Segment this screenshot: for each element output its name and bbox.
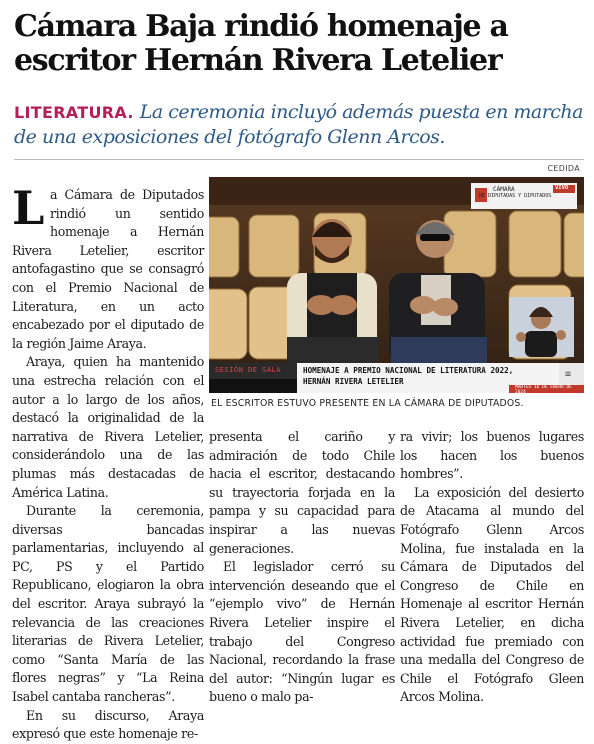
paragraph: La exposición del desierto de Atacama al mundo del Fotógrafo Glenn Arcos Molina, fue instalada en la Cámara de Diputados del Congreso de Chile en Homenaje al escritor Hernán Rivera Letelier, en dicha actividad fue premiado con una medalla del Congreso de Chile el Fotógrafo Gleen Arcos Molina. bbox=[400, 484, 584, 705]
tv-ticker: HOMENAJE A PREMIO NACIONAL DE LITERATURA 2022, HERNÁN RIVERA LETELIER bbox=[303, 366, 514, 386]
body-column-1 bbox=[12, 181, 204, 744]
body-column-3 bbox=[400, 428, 584, 707]
tv-date: MARTES 16 DE ENERO DE 2024 bbox=[515, 385, 572, 393]
tv-session-label: SESIÓN DE SALA bbox=[215, 366, 282, 374]
menu-icon: ≡ bbox=[565, 369, 572, 380]
lede bbox=[14, 100, 584, 150]
paragraph: ra vivir; los buenos lugares los hacen los buenos hombres”. bbox=[400, 429, 584, 482]
lede-text: La ceremonia incluyó además puesta en marcha de una exposiciones del fotógrafo Glenn Arcos. bbox=[14, 101, 583, 148]
divider bbox=[14, 159, 584, 160]
paragraph: El legislador cerró su intervención deseando que el “ejemplo vivo” de Hernán Rivera Letelier inspire el trabajo del Congreso Nacional, recordando la frase del autor: “Ningún lugar es bueno o malo pa- bbox=[209, 559, 395, 705]
paragraph: Durante la ceremonia, diversas bancadas parlamentarias, incluyendo al PC, PS y el Partido Republicano, elogiaron la obra del escritor. Araya subrayó la relevancia de las creaciones literarias de Rivera Letelier, como “Santa María de las flores negras” y “La Reina Isabel cantaba rancheras”. bbox=[12, 503, 204, 705]
interpreter-inset bbox=[509, 297, 574, 357]
paragraph: La Cámara de Diputados rindió un sentido homenaje a Hernán Rivera Letelier, escritor antofagastino que se consagró con el Premio Nacional de Literatura, en un acto encabezado por el diputado de la región Jaime Araya. bbox=[12, 181, 204, 351]
body-column-2 bbox=[209, 428, 395, 707]
photo-illustration bbox=[209, 177, 584, 393]
paragraph: Araya, quien ha mantenido una estrecha relación con el autor a lo largo de los años, destacó la originalidad de la narrativa de Rivera Letelier, considerándolo una de las plumas más destacadas de América Latina. bbox=[12, 354, 204, 500]
section-kicker: LITERATURA. bbox=[14, 103, 134, 122]
paragraph: En su discurso, Araya expresó que este homenaje re- bbox=[12, 707, 204, 742]
photo-credit: CEDIDA bbox=[547, 164, 580, 173]
article-photo bbox=[209, 177, 584, 393]
drop-cap: L bbox=[12, 181, 44, 235]
tv-live-badge: VIVO bbox=[555, 185, 569, 191]
photo-caption: EL ESCRITOR ESTUVO PRESENTE EN LA CÁMARA DE DIPUTADOS. bbox=[211, 398, 524, 409]
headline: Cámara Baja rindió homenaje a escritor Hernán Rivera Letelier bbox=[14, 9, 508, 78]
paragraph: presenta el cariño y admiración de todo Chile hacia el escritor, destacando su trayectoria forjada en la pampa y su capacidad para inspirar a las nuevas generaciones. bbox=[209, 429, 395, 556]
tv-channel-name: CÁMARA DE DIPUTADAS Y DIPUTADOS bbox=[479, 186, 552, 199]
